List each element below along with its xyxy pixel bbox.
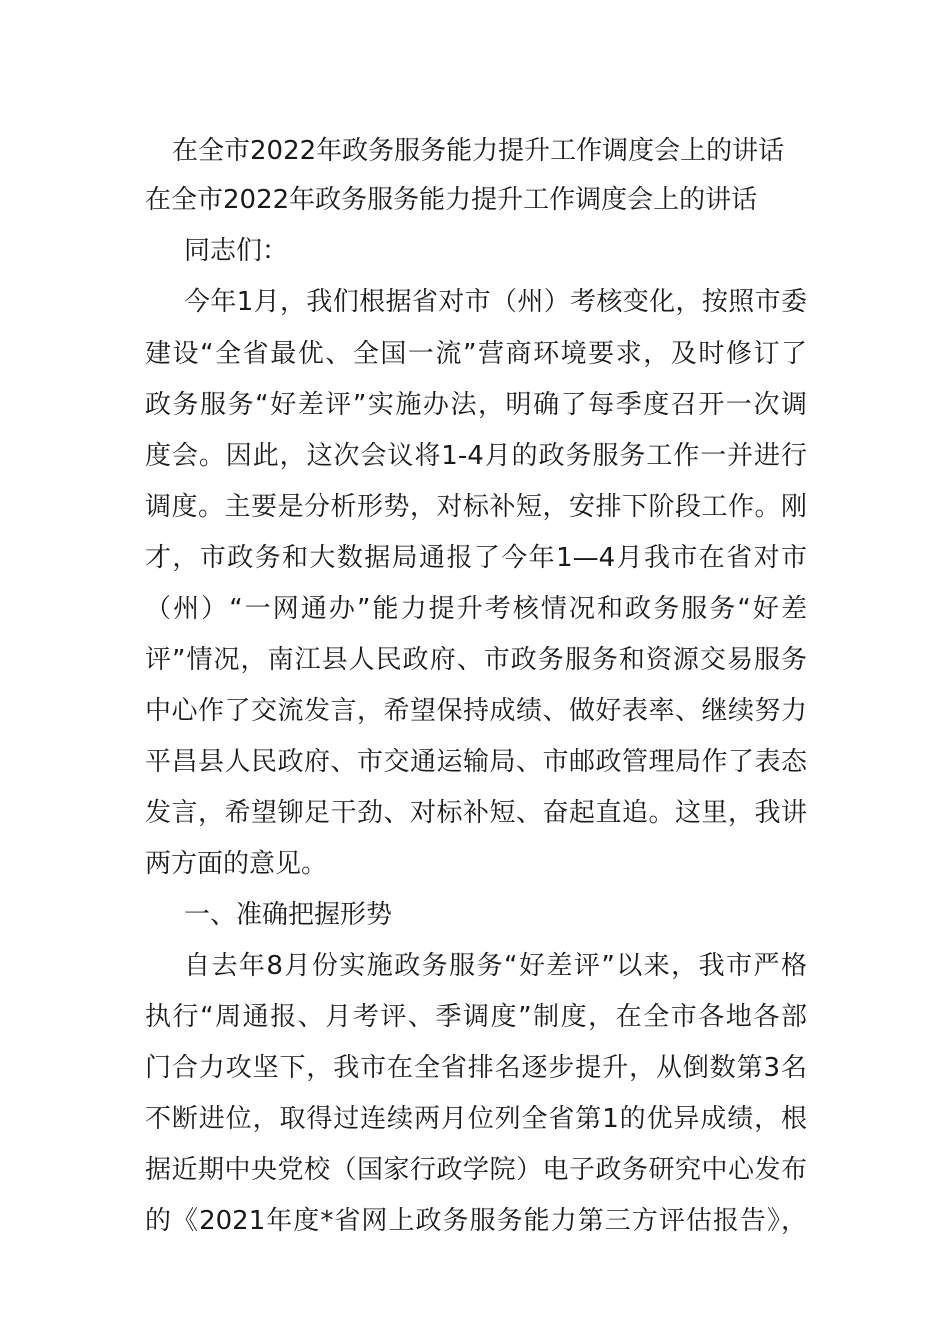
salutation: 同志们： bbox=[184, 236, 289, 266]
paragraph-line: 政务服务“好差评”实施办法，明确了每季度召开一次调 bbox=[145, 390, 807, 420]
document-title: 在全市2022年政务服务能力提升工作调度会上的讲话 bbox=[172, 136, 785, 166]
paragraph-line: 调度。主要是分析形势，对标补短，安排下阶段工作。刚 bbox=[145, 492, 807, 522]
paragraph-line: 的《2021年度*省网上政务服务能力第三方评估报告》， bbox=[145, 1206, 807, 1236]
paragraph-line: （州）“一网通办”能力提升考核情况和政务服务“好差 bbox=[145, 594, 807, 624]
paragraph-line: 门合力攻坚下，我市在全省排名逐步提升，从倒数第3名 bbox=[145, 1053, 807, 1083]
paragraph-line: 据近期中央党校（国家行政学院）电子政务研究中心发布 bbox=[145, 1155, 807, 1185]
paragraph-line: 两方面的意见。 bbox=[145, 849, 328, 879]
paragraph-line: 执行“周通报、月考评、季调度”制度，在全市各地各部 bbox=[145, 1002, 807, 1032]
paragraph-line: 自去年8月份实施政务服务“好差评”以来，我市严格 bbox=[184, 951, 807, 981]
section-heading: 一、准确把握形势 bbox=[184, 900, 393, 930]
paragraph-line: 中心作了交流发言，希望保持成绩、做好表率、继续努力 bbox=[145, 696, 807, 726]
paragraph-line: 才，市政务和大数据局通报了今年1—4月我市在省对市 bbox=[145, 543, 807, 573]
document-title-repeat: 在全市2022年政务服务能力提升工作调度会上的讲话 bbox=[145, 185, 758, 215]
paragraph-line: 建设“全省最优、全国一流”营商环境要求，及时修订了 bbox=[145, 339, 807, 369]
paragraph-line: 今年1月，我们根据省对市（州）考核变化，按照市委 bbox=[184, 287, 807, 317]
paragraph-line: 不断进位，取得过连续两月位列全省第1的优异成绩，根 bbox=[145, 1104, 807, 1134]
paragraph-line: 度会。因此，这次会议将1-4月的政务服务工作一并进行 bbox=[145, 441, 807, 471]
paragraph-line: 评”情况，南江县人民政府、市政务服务和资源交易服务 bbox=[145, 645, 807, 675]
paragraph-line: 平昌县人民政府、市交通运输局、市邮政管理局作了表态 bbox=[145, 747, 807, 777]
paragraph-line: 发言，希望铆足干劲、对标补短、奋起直追。这里，我讲 bbox=[145, 798, 807, 828]
